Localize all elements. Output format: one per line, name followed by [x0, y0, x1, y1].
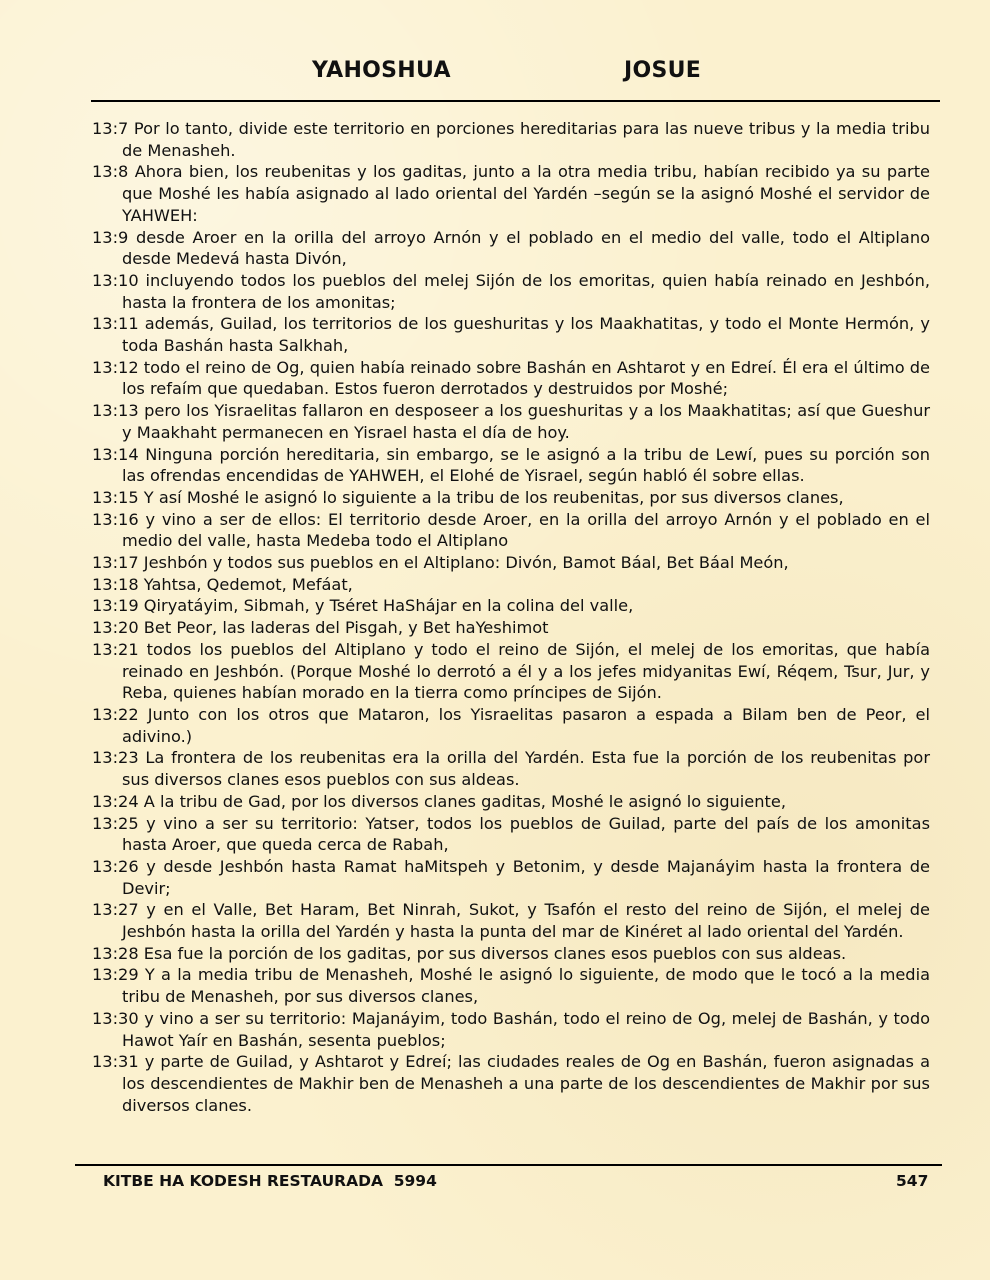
header-title-spanish: JOSUE	[624, 58, 702, 83]
verse-13-11: 13:11 además, Guilad, los territorios de los gueshuritas y los Maakhatitas, y todo el Monte Hermón, y toda Bashán hasta Salkhah,	[92, 314, 930, 356]
verse-13-23: 13:23 La frontera de los reubenitas era la orilla del Yardén. Esta fue la porción de los reubenitas por sus diversos clanes esos pueblos con sus aldeas.	[92, 748, 930, 790]
verse-13-8: 13:8 Ahora bien, los reubenitas y los gaditas, junto a la otra media tribu, habían recibido ya su parte que Moshé les había asignado al lado oriental del Yardén –según se la asignó Moshé el servidor de YAHWEH:	[92, 162, 930, 225]
page-header	[0, 58, 990, 90]
footer-book-title: KITBE HA KODESH RESTAURADA 5994	[103, 1172, 437, 1190]
verse-13-22: 13:22 Junto con los otros que Mataron, los Yisraelitas pasaron a espada a Bilam ben de Peor, el adivino.)	[92, 704, 930, 746]
verse-13-15: 13:15 Y así Moshé le asignó lo siguiente a la tribu de los reubenitas, por sus diversos clanes,	[92, 487, 844, 507]
verse-13-16: 13:16 y vino a ser de ellos: El territorio desde Aroer, en la orilla del arroyo Arnón y el poblado en el medio del valle, hasta Medeba todo el Altiplano	[92, 509, 930, 551]
verse-13-7: 13:7 Por lo tanto, divide este territorio en porciones hereditarias para las nueve tribus y la media tribu de Menasheh.	[92, 119, 930, 160]
verse-13-27: 13:27 y en el Valle, Bet Haram, Bet Ninrah, Sukot, y Tsafón el resto del reino de Sijón, el melej de Jeshbón hasta la orilla del Yardén y hasta la punta del mar de Kinéret al lado oriental del Yardén.	[92, 900, 930, 942]
verse-13-14: 13:14 Ninguna porción hereditaria, sin embargo, se le asignó a la tribu de Lewí, pues su porción son las ofrendas encendidas de YAHWEH, el Elohé de Yisrael, según habló él sobre ellas.	[92, 444, 930, 486]
verse-13-17: 13:17 Jeshbón y todos sus pueblos en el Altiplano: Divón, Bamot Báal, Bet Báal Meón,	[92, 553, 789, 573]
verse-13-24: 13:24 A la tribu de Gad, por los diversos clanes gaditas, Moshé le asignó lo siguiente,	[92, 791, 786, 811]
verse-13-31: 13:31 y parte de Guilad, y Ashtarot y Edreí; las ciudades reales de Og en Bashán, fueron asignadas a los descendientes de Makhir ben de Menasheh a una parte de los descendientes de Makhir por sus diversos clanes.	[92, 1052, 930, 1115]
verse-13-30: 13:30 y vino a ser su territorio: Majanáyim, todo Bashán, todo el reino de Og, melej de Bashán, y todo Hawot Yaír en Bashán, sesenta pueblos;	[92, 1008, 930, 1050]
verse-13-25: 13:25 y vino a ser su territorio: Yatser, todos los pueblos de Guilad, parte del país de los amonitas hasta Aroer, que queda cerca de Rabah,	[92, 813, 930, 855]
verse-13-12: 13:12 todo el reino de Og, quien había reinado sobre Bashán en Ashtarot y en Edreí. Él era el último de los refaím que quedaban. Estos fueron derrotados y destruidos por Moshé;	[92, 357, 930, 399]
verse-13-13: 13:13 pero los Yisraelitas fallaron en desposeer a los gueshuritas y a los Maakhatitas; así que Gueshur y Maakhaht permanecen en Yisrael hasta el día de hoy.	[92, 401, 930, 442]
verse-13-21: 13:21 todos los pueblos del Altiplano y todo el reino de Sijón, el melej de los emoritas, que había reinado en Jeshbón. (Porque Moshé lo derrotó a él y a los jefes midyanitas Ewí, Réqem, Tsur, Jur, y Reba, quienes habían morado en la tierra como príncipes de Sijón.	[92, 639, 930, 703]
verse-13-28: 13:28 Esa fue la porción de los gaditas, por sus diversos clanes esos pueblos con sus aldeas.	[92, 943, 847, 963]
verse-13-9: 13:9 desde Aroer en la orilla del arroyo Arnón y el poblado en el medio del valle, todo el Altiplano desde Medevá hasta Divón,	[92, 227, 930, 269]
verse-13-26: 13:26 y desde Jeshbón hasta Ramat haMitspeh y Betonim, y desde Majanáyim hasta la frontera de Devir;	[92, 856, 930, 898]
footer-page-number: 547	[896, 1172, 929, 1190]
verse-13-20: 13:20 Bet Peor, las laderas del Pisgah, y Bet haYeshimot	[92, 618, 549, 638]
verse-13-19: 13:19 Qiryatáyim, Sibmah, y Tséret HaShájar en la colina del valle,	[92, 596, 634, 616]
verse-13-18: 13:18 Yahtsa, Qedemot, Mefáat,	[92, 574, 353, 594]
header-title-hebrew: YAHOSHUA	[312, 58, 451, 83]
verse-13-10: 13:10 incluyendo todos los pueblos del melej Sijón de los emoritas, quien había reinado en Jeshbón, hasta la frontera de los amonitas;	[92, 270, 930, 312]
verse-list	[92, 118, 930, 1116]
verse-13-29: 13:29 Y a la media tribu de Menasheh, Moshé le asignó lo siguiente, de modo que le tocó a la media tribu de Menasheh, por sus diversos clanes,	[92, 965, 930, 1007]
header-divider	[91, 100, 940, 102]
footer-divider	[75, 1164, 942, 1166]
